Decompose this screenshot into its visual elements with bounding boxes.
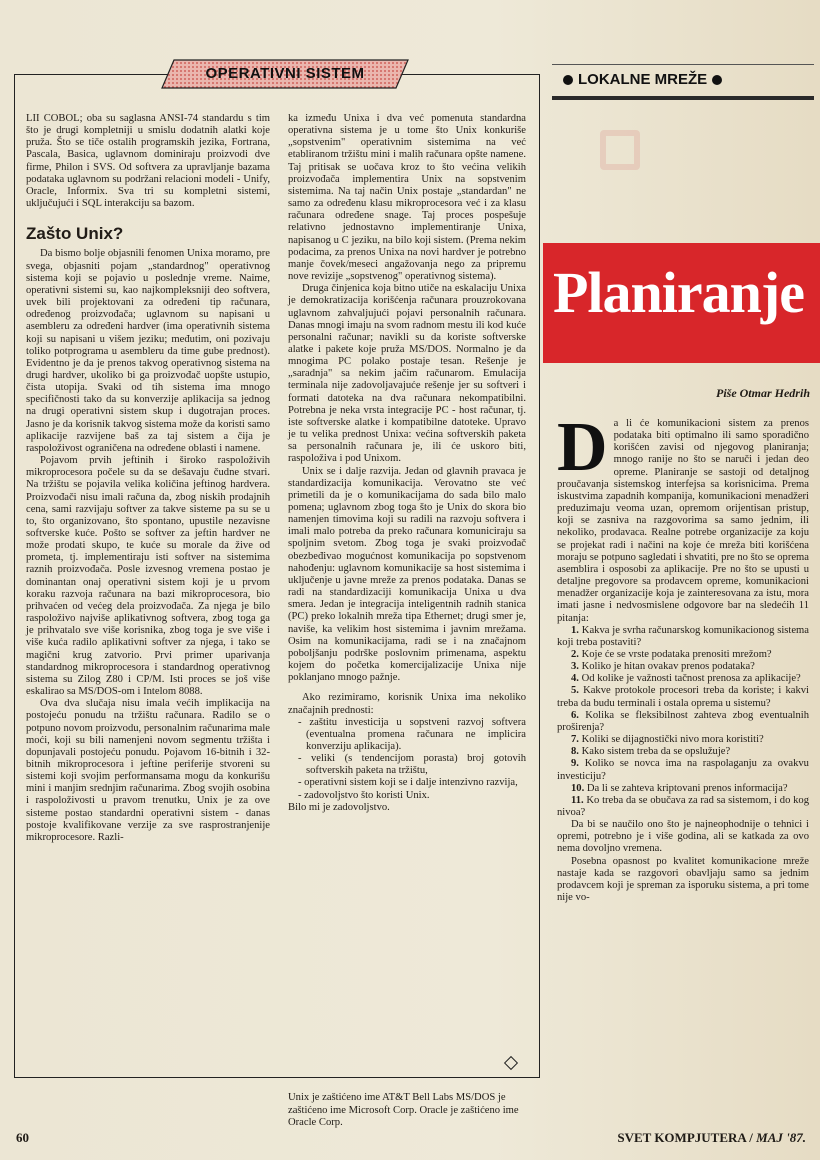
question-item: 2. Koje će se vrste podataka prenositi mrežom?	[571, 648, 772, 660]
advantages-list	[288, 717, 526, 802]
bullet-icon	[563, 75, 573, 85]
list-item: - zaštitu investicija u sopstveni razvoj softvera (eventualna promena računara ne implicira konverziju aplikacija).	[298, 716, 526, 752]
paragraph: Ako rezimiramo, korisnik Unixa ima nekoliko značajnih prednosti:	[288, 692, 526, 716]
question-item: 11. Ko treba da se obučava za rad sa sistemom, i do kog nivoa?	[557, 794, 810, 818]
banner-title: OPERATIVNI SISTEM	[205, 65, 365, 82]
section-header	[552, 64, 814, 100]
closing-line: Bilo mi je zadovoljstvo.	[288, 801, 390, 813]
trademark-footnote: Unix je zaštićeno ime AT&T Bell Labs MS/DOS je zaštićeno ime Microsoft Corp. Oracle je zaštićeno ime Oracle Corp.	[288, 1092, 519, 1129]
list-item: - veliki (s tendencijom porasta) broj gotovih softverskih paketa na tržištu,	[298, 753, 526, 777]
question-item: 7. Koliki se dijagnostički nivo mora koristiti?	[571, 734, 764, 746]
paragraph: Posebna opasnost po kvalitet komunikacione mreže nastaje kada se razgovori obavljaju samo sa jednim prodavcem koji je spreman za isporuku sistema, a pri tome nije vo-	[557, 855, 809, 904]
bullet-icon	[712, 75, 722, 85]
subheading: Zašto Unix?	[26, 224, 124, 244]
question-item: 6. Kolika se fleksibilnost zahteva zbog eventualnih proširenja?	[557, 709, 809, 733]
paragraph: a li će komunikacioni sistem za prenos podataka biti optimalno ili samo sporadično korišćen zavisi od njegovog planiranja; mnogo ranije no što se naruči i jedan deo opreme. Planiranje se sastoji od detaljnog proučavanja sistemskog interfejsa sa korisnicima. Prema iskustvima zapadnih kompanija, komunikacioni menadžeri preduzimaju veoma uzan, opremom orijentisan pristup, koji se zasniva na razgovorima sa samo jednim, ili nekoliko, prodavaca. Realne potrebe organizacije za koju se projekat radi i načini na koje će mreža biti korišćena moraju se potpuno sagledati i shvatiti, pre no što se oprema asemblira i osposobi za aplikacije. Pre no što se upusti u detaljne pregovore sa prodavcem opreme, komunikacioni menadžer organizacije koja je zainteresovana za istu, mora imati jasne i nedvosmislene odgovore bar na sledećih 11 pitanja:	[557, 418, 809, 624]
paragraph: LII COBOL; oba su saglasna ANSI-74 standardu s tim što je drugi kompletniji u smislu dodatnih alatki koje pruža. Što se tiče ostalih programskih jezika, Fortrana, Pascala, Basica, uglavnom dominiraju proizvodi dve firme, Philon i SVS. Od softvera za upravljanje bazama podataka uglavnom su podržani relacioni modeli - Unify, Oracle, Informix. Sva tri su kompletni sistemi, uključujući i SQL interakciju sa bazom.	[26, 113, 270, 210]
questions-list	[557, 625, 809, 820]
question-item: 4. Od kolike je važnosti tačnost prenosa za aplikacije?	[571, 673, 801, 685]
paragraph: Da bismo bolje objasnili fenomen Unixa moramo, pre svega, objasniti pojam „standardnog" operativnog sistema koji se pojavio u poslednje vreme. Naime, operativni sistemi su, kao najkompleksniji deo softvera, uvek bili projektovani za određeni tip računara, određenog proizvođača; uglavnom su napisani u asembleru za određeni hardver (ima operativnih sistema koji su napisani u višem jeziku; međutim, oni pozivaju toliko potprograma u asembleru da time gube prednost). Evidentno je da je prenos takvog operativnog sistema na drugi hardver, ukoliko bi ga proizvođač uopšte ustupio, čista utopija. Svaki od tih sistema ima mnogo specifičnosti tako da su konverzije aplikacija sa jednog na drugi operativni sistem skup i dugotrajan proces. Jasno je da korisnik takvog sistema može da koristi samo aplikacije razvijene baš za taj sistem a čija je raspoloživost ograničena na određene oblasti i namene.	[26, 248, 270, 454]
section-title: LOKALNE MREŽE	[578, 71, 708, 88]
list-item: - operativni sistem koji se i dalje intenzivno razvija,	[298, 777, 518, 789]
paragraph: Pojavom prvih jeftinih i široko raspoloživih mikroprocesora počele su da se dešavaju čudne stvari. Na tržištu se pojavila velika količina jeftinog hardvera. Proizvođači nisu imali računa da, zbog niskih prodajnih cena, sami razvijaju softver za takve sisteme pa su se u to, što organizovano, što spontano, upustile nezavisne softverske kuće. Pošto se softver za jeftin hardver ne može prodati skupo, te kuće su morale da žive od prometa, tj. implementiraju isti softver na sistemima raznih proizvođača. Posle izvesnog vremena postao je dominantan onaj operativni sistem koji je u prvom koraku razvoja računara na bazi mikroprocesora, bio prihvaćen od većeg dela proizvođača. Za njega je bilo raspoloživo najviše aplikativnog softvera, zbog toga ga je prihvatalo sve više korisnika, zbog toga je sve više i više kuća radilo aplikativni softver za njega, i tako se magični krug zatvorio. Prvi primer uparivanja standardnog mikroprocesora i standardnog operativnog sistema su Zilog Z80 i CP/M. Isti proces se još više eskalirao sa MS/DOS-om i Intelom 8088.	[26, 455, 270, 698]
magazine-name: SVET KOMPJUTERA /	[617, 1130, 753, 1145]
question-item: 1. Kakva je svrha računarskog komunikacionog sistema koji treba postaviti?	[557, 624, 809, 648]
paragraph: Unix se i dalje razvija. Jedan od glavnih pravaca je standardizacija komunikacija. Verovatno ste već primetili da je o komunikacijama do sada bilo malo pomena; uglavnom zbog toga što je Unix do skora bio namenjen timovima koji su radili na razvoju softvera i imali malo potreba da preko računara komuniciraju sa spoljnim svetom. Zbog toga je svaki proizvođač obezbeđivao mogućnost komunikacija po sopstvenom nahođenju: uglavnom komunikacije sa host sistemima i uključenje u javne mreže za prenos podataka. Danas se radi na standardizaciji komunikacija Unixa u dva smera. Jedan je integracija inteligentnih radnih stanica (PC) preko lokalnih mreža tipa Ethernet; drugi smer je, naviše, ka velikim host sistemima i javnim mrežama. Osim na komunikacijama, radi se i na značajnom poboljšanju podrške poslovnim primenama, aspektu kojem do početka komercijalizacije Unixa nije poklanjano mnogo pažnje.	[288, 465, 526, 684]
article-column-3	[557, 409, 810, 904]
question-item: 10. Da li se zahteva kriptovani prenos informacija?	[571, 782, 788, 794]
title-block	[543, 243, 820, 363]
paragraph: Druga činjenica koja bitno utiče na eskalaciju Unixa je demokratizacija korišćenja računara prouzrokovana uglavnom zahvaljujući pojavi personalnih računara. Danas mnogi imaju na svom radnom mestu ili kod kuće personalni računar; navikli su da koriste softverske alatke i pakete koje pruža MS/DOS. Normalno je da mnogima PC polako postaje tesan. Rešenje je „saradnja" sa nekim jačim računarom. Emulacija terminala nije zadovoljavajuće rešenje jer su softveri i formati datoteka na dva računara nekompatibilni. Potrebna je neka vrsta integracije PC - host računar, tj. iste softverske alatke i kompatibilne datoteke. Upravo je tu velika prednost Unixa: većina softverskih paketa sa personalnih računara je, ili će uskoro biti, raspoloživa i pod Unixom.	[288, 283, 526, 465]
article-column-1	[26, 113, 270, 844]
magazine-credit	[617, 1130, 806, 1146]
page-footer	[16, 1130, 812, 1150]
question-item: 8. Kako sistem treba da se opslužuje?	[571, 746, 731, 758]
section-title-wrap	[552, 71, 814, 88]
paragraph: Da bi se naučilo ono što je najneophodnije o tehnici i opremi, potrebno je i više godina, ali se katkada za ovo nema dovoljno vremena.	[557, 819, 809, 855]
article-column-2	[288, 113, 526, 814]
question-item: 5. Kakve protokole procesori treba da koriste; i kakvi treba da budu terminali i ostala oprema u sistemu?	[557, 685, 809, 709]
show-through-mark	[600, 130, 640, 170]
drop-cap: D	[557, 409, 608, 486]
question-item: 9. Koliko se novca ima na raspolaganju za ovakvu investiciju?	[557, 758, 809, 782]
paragraph: ka između Unixa i dva već pomenuta standardna operativna sistema je u tome što Unix konkuriše „sopstvenim" operativnim sistemima na već etabliranom tržištu mini i malih računara opšte namene. Taj pritisak se uočava kroz to što većina velikih proizvođača implementira Unix na sopstvenim sistemima. Na taj način Unix postaje „standardan" ne samo za određenu klasu mikroprocesora već i za klasu računara određene snage. Taj proces pospešuje relativno jednostavno implementiranje Unixa, napisanog u C jeziku, na bilo koji sistem. (Prema nekim podacima, za prenos Unixa na novi hardver je potrebno manje čovek/meseci angažovanja nego za pripremu nove revizije „sopstvenog" operativnog sistema).	[288, 113, 526, 283]
list-item: - zadovoljstvo što koristi Unix.	[298, 789, 430, 801]
section-banner	[160, 58, 410, 90]
article-title: Planiranje	[553, 260, 804, 325]
question-item: 3. Koliko je hitan ovakav prenos podataka?	[571, 661, 755, 673]
page-number: 60	[16, 1130, 29, 1145]
issue-date: MAJ '87.	[756, 1130, 806, 1145]
paragraph: Ova dva slučaja nisu imala većih implikacija na postojeću ponudu na tržištu računara. Radilo se o potpuno novom proizvodu, personalnim računarima male moći, koji su bili namenjeni novom segmentu tržišta i dopunjavali postojeću ponudu. Pojavom 16-bitnih i 32-bitnih mikroprocesora i jeftine periferije stvoreni su sistemi koji svojim performansama mogu da konkurišu mini i manjim srednjim računarima. Zbog svojih osobina i raspoloživosti u pravom trenutku, Unix je za ove sisteme postao standardni operativni sistem - danas postoje kvalifikovane verzije za sve rasprostranjenije mikroprocesore. Razli-	[26, 698, 270, 843]
author-byline: Piše Otmar Hedrih	[715, 386, 810, 400]
